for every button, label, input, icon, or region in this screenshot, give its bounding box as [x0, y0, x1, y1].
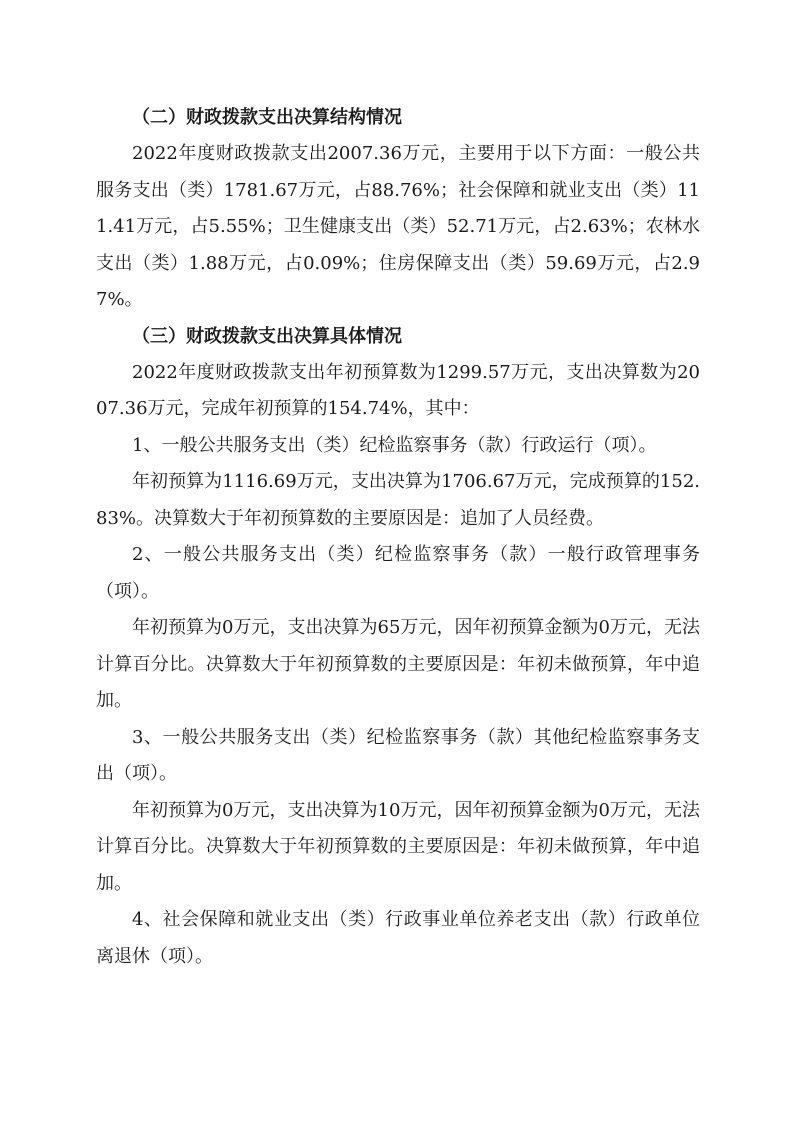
paragraph-item-4-title: 4、社会保障和就业支出（类）行政事业单位养老支出（款）行政单位离退休（项）。 — [96, 909, 700, 967]
paragraph-item-2-title: 2、一般公共服务支出（类）纪检监察事务（款）一般行政管理事务（项）。 — [96, 544, 700, 602]
paragraph-details-summary: 2022年度财政拨款支出年初预算数为1299.57万元，支出决算数为2007.36万元，完成年初预算的154.74%，其中： — [96, 361, 700, 419]
section-heading-structure: （二）财政拨款支出决算结构情况 — [132, 107, 402, 128]
paragraph-item-1-body: 年初预算为1116.69万元，支出决算为1706.67万元，完成预算的152.83%。决算数大于年初预算数的主要原因是：追加了人员经费。 — [96, 471, 700, 529]
paragraph-item-3-body: 年初预算为0万元，支出决算为10万元，因年初预算金额为0万元，无法计算百分比。决算数大于年初预算数的主要原因是：年初未做预算，年中追加。 — [96, 799, 700, 894]
section-heading-details: （三）财政拨款支出决算具体情况 — [132, 325, 402, 347]
paragraph-item-3-title: 3、一般公共服务支出（类）纪检监察事务（款）其他纪检监察事务支出（项）。 — [96, 726, 700, 784]
paragraph-structure-summary: 2022年度财政拨款支出2007.36万元，主要用于以下方面：一般公共服务支出（类）1781.67万元，占88.76%；社会保障和就业支出（类）111.41万元，占5.55%；卫生健康支出（类）52.71万元，占2.63%；农林水支出（类）1.88万元，占0.09%；住房保障支出（类）59.69万元，占2.97%。 — [96, 143, 700, 310]
paragraph-item-1-title: 1、一般公共服务支出（类）纪检监察事务（款）行政运行（项）。 — [132, 434, 657, 456]
document-body — [96, 100, 700, 975]
paragraph-item-2-body: 年初预算为0万元，支出决算为65万元，因年初预算金额为0万元，无法计算百分比。决算数大于年初预算数的主要原因是：年初未做预算，年中追加。 — [96, 617, 700, 711]
